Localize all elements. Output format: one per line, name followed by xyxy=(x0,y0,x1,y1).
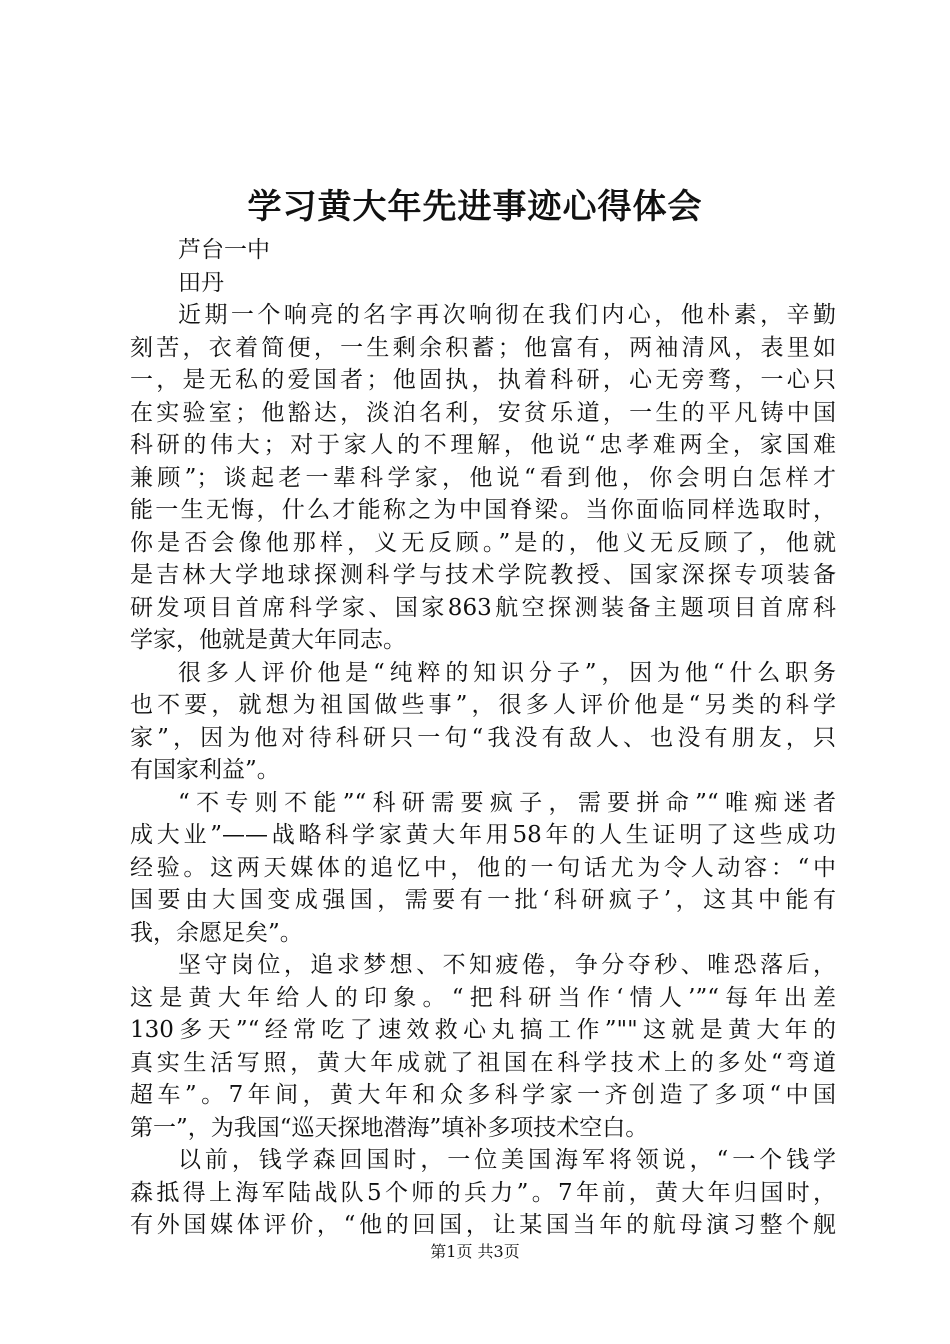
document-title: 学习黄大年先进事迹心得体会 xyxy=(247,187,703,227)
body-line: 刻苦，衣着简便，一生剩余积蓄；他富有，两袖清风，表里如 xyxy=(130,334,836,361)
body-line: 也不要，就想为祖国做些事”，很多人评价他是“另类的科学 xyxy=(130,692,836,718)
body-line: 第一”，为我国“巡天探地潜海”填补多项技术空白。 xyxy=(130,1114,649,1141)
body-line: 科研的伟大；对于家人的不理解，他说“忠孝难两全，家国难 xyxy=(130,432,836,458)
body-line: 近期一个响亮的名字再次响彻在我们内心，他朴素，辛勤 xyxy=(178,302,836,328)
page-footer: 第1页 共3页 xyxy=(430,1242,520,1261)
body-line: 你是否会像他那样，义无反顾。”是的，他义无反顾了，他就 xyxy=(130,529,836,556)
body-line: 在实验室；他豁达，淡泊名利，安贫乐道，一生的平凡铸中国 xyxy=(130,399,836,426)
body-line: 我，余愿足矣”。 xyxy=(130,919,303,946)
body-line: 有国家利益”。 xyxy=(130,757,280,783)
body-line: 国要由大国变成强国，需要有一批‘科研疯子’，这其中能有 xyxy=(130,887,836,913)
body-line: 家”，因为他对待科研只一句“我没有敌人、也没有朋友，只 xyxy=(130,724,836,751)
body-line: 很多人评价他是“纯粹的知识分子”，因为他“什么职务 xyxy=(178,659,836,686)
body-line: 有外国媒体评价，“他的回国，让某国当年的航母演习整个舰 xyxy=(130,1212,836,1238)
body-line: “不专则不能”“科研需要疯子，需要拼命”“唯痴迷者 xyxy=(178,789,836,816)
body-line: 超车”。7年间，黄大年和众多科学家一齐创造了多项“中国 xyxy=(130,1082,836,1108)
body-line: 成大业”——战略科学家黄大年用58年的人生证明了这些成功 xyxy=(130,822,836,848)
school-name: 芦台一中 xyxy=(178,237,270,263)
body-line: 能一生无悔，什么才能称之为中国脊梁。当你面临同样选取时， xyxy=(130,497,836,523)
body-line: 学家，他就是黄大年同志。 xyxy=(130,627,406,653)
document-body xyxy=(130,234,836,1242)
body-line: 一，是无私的爱国者；他固执，执着科研，心无旁骛，一心只 xyxy=(130,367,836,393)
body-line: 坚守岗位，追求梦想、不知疲倦，争分夺秒、唯恐落后， xyxy=(178,952,836,978)
body-line: 这是黄大年给人的印象。“把科研当作‘情人’”“每年出差 xyxy=(130,984,836,1011)
author-name: 田丹 xyxy=(178,269,224,296)
body-line: 以前，钱学森回国时，一位美国海军将领说，“一个钱学 xyxy=(178,1147,836,1173)
body-line: 兼顾”；谈起老一辈科学家，他说“看到他，你会明白怎样才 xyxy=(130,464,836,491)
body-line: 真实生活写照，黄大年成就了祖国在科学技术上的多处“弯道 xyxy=(130,1049,836,1076)
body-line: 研发项目首席科学家、国家863航空探测装备主题项目首席科 xyxy=(130,594,836,621)
body-line: 130多天”“经常吃了速效救心丸搞工作”""这就是黄大年的 xyxy=(130,1017,836,1043)
body-line: 是吉林大学地球探测科学与技术学院教授、国家深探专项装备 xyxy=(130,562,836,588)
body-line: 经验。这两天媒体的追忆中，他的一句话尤为令人动容：“中 xyxy=(130,854,836,881)
body-line: 森抵得上海军陆战队5个师的兵力”。7年前，黄大年归国时， xyxy=(130,1179,836,1206)
